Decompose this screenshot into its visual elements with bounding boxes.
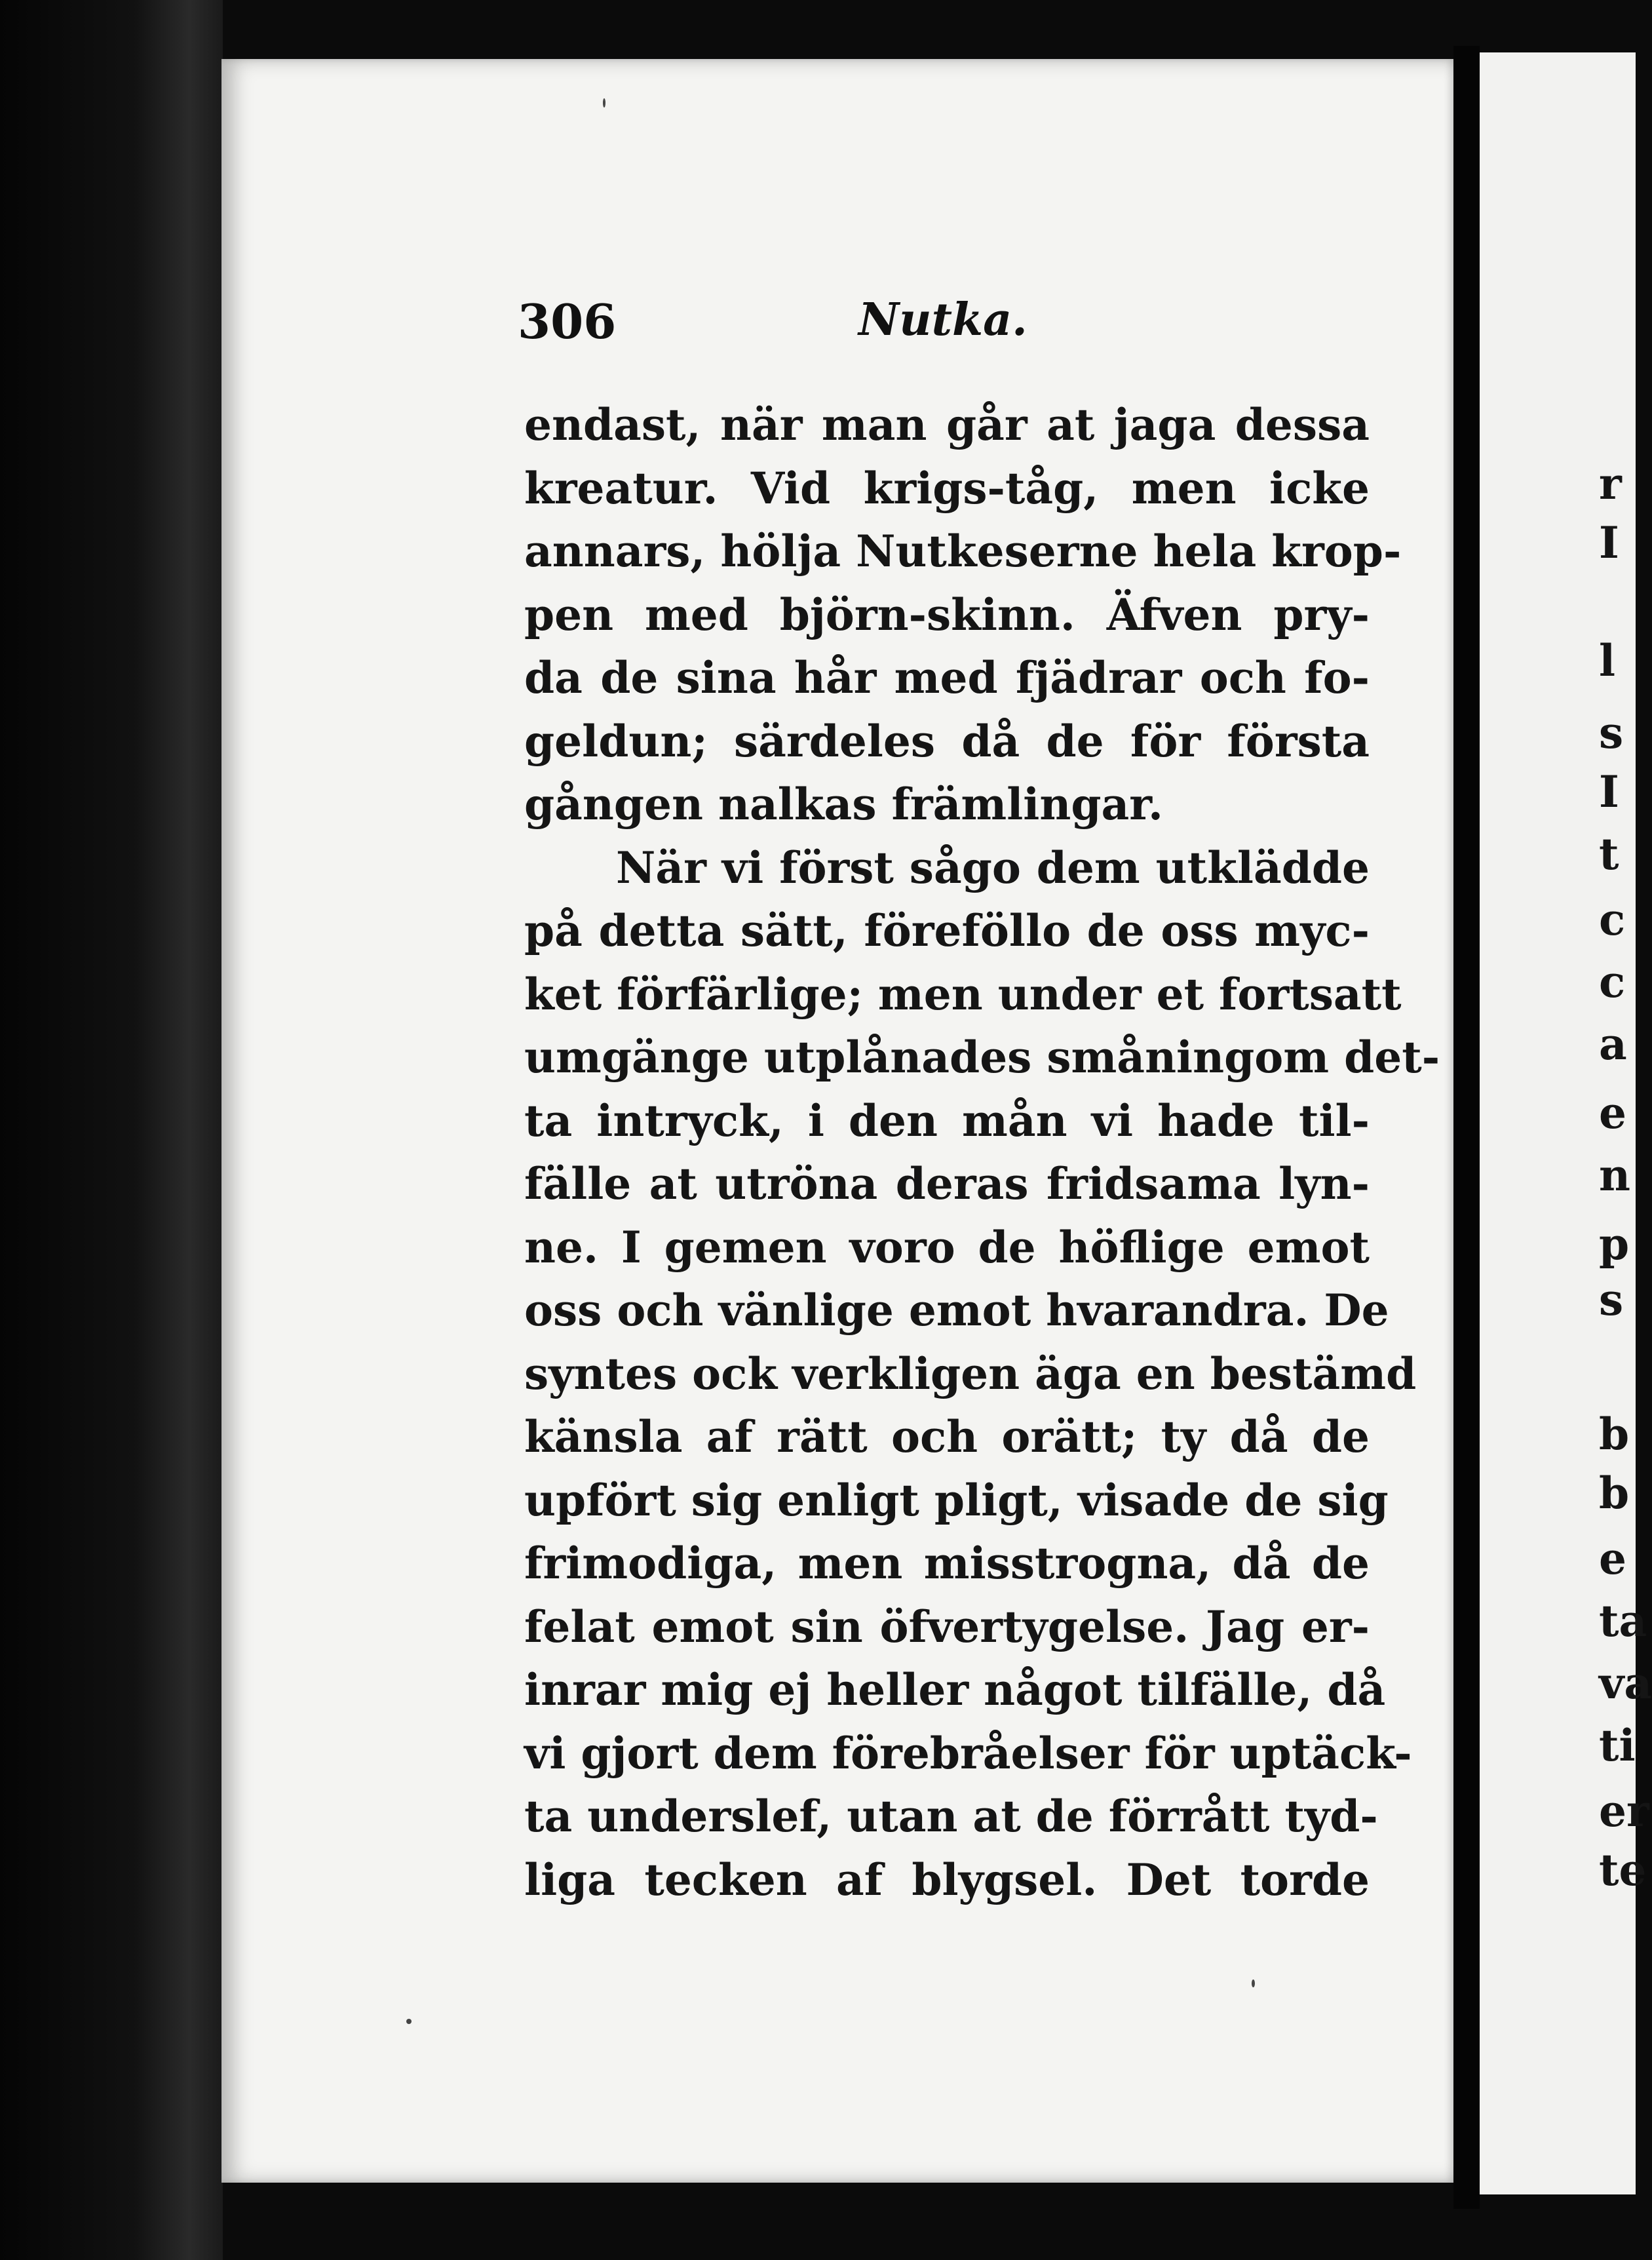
next-page-fragment: t (1599, 828, 1619, 880)
next-page-fragment: I (1599, 766, 1619, 817)
text-line: ta intryck, i den mån vi hade til- (524, 1095, 1370, 1146)
next-page-fragment: n (1599, 1150, 1630, 1201)
next-page-fragment: s (1599, 1274, 1624, 1325)
text-line: När vi först sågo dem utklädde (616, 842, 1370, 893)
next-page-fragment: e (1599, 1087, 1626, 1139)
text-line: gången nalkas främlingar. (524, 779, 1163, 830)
next-page-fragment: a (1599, 1019, 1627, 1070)
running-head (518, 294, 1370, 366)
text-line: kreatur. Vid krigs-tåg, men icke (524, 462, 1370, 514)
text-line: upfört sig enligt pligt, visade de sig (524, 1474, 1389, 1526)
text-line: vi gjort dem förebråelser för uptäck- (524, 1727, 1412, 1779)
paper-speck (603, 98, 605, 107)
text-line: ta underslef, utan at de förrått tyd- (524, 1791, 1378, 1842)
next-page-fragment: va (1599, 1658, 1652, 1709)
text-line: ne. I gemen voro de höflige emot (524, 1221, 1370, 1273)
body-text (524, 393, 1440, 1911)
next-page-fragment: s (1599, 707, 1624, 758)
paper-speck (406, 2019, 412, 2024)
running-title: Nutka. (858, 294, 1028, 346)
next-page-fragment: te (1599, 1844, 1647, 1896)
page-number: 306 (518, 294, 617, 349)
text-line: annars, hölja Nutkeserne hela krop- (524, 526, 1402, 577)
next-page-fragment: ti (1599, 1720, 1636, 1771)
text-line: känsla af rätt och orätt; ty då de (524, 1411, 1370, 1462)
text-line: felat emot sin öfvertygelse. Jag er- (524, 1601, 1370, 1652)
next-page-fragment: c (1599, 894, 1626, 945)
next-page-fragment: b (1599, 1409, 1630, 1460)
text-line: liga tecken af blygsel. Det torde (524, 1854, 1370, 1905)
next-page-fragment: r (1599, 458, 1622, 509)
next-page-fragment: c (1599, 956, 1626, 1007)
text-line: pen med björn-skinn. Äfven pry- (524, 589, 1370, 640)
next-page-fragment: ta (1599, 1595, 1647, 1646)
text-line: inrar mig ej heller något tilfälle, då (524, 1664, 1386, 1715)
text-line: endast, när man går at jaga dessa (524, 399, 1370, 450)
next-page-fragment: p (1599, 1218, 1630, 1270)
text-line: da de sina hår med fjädrar och fo- (524, 652, 1370, 703)
text-line: geldun; särdeles då de för första (524, 715, 1370, 767)
text-line: fälle at utröna deras fridsama lyn- (524, 1158, 1370, 1209)
text-line: på detta sätt, föreföllo de oss myc- (524, 905, 1370, 956)
text-line: oss och vänlige emot hvarandra. De (524, 1285, 1389, 1336)
text-line: frimodiga, men misstrogna, då de (524, 1538, 1370, 1589)
next-page-fragment: b (1599, 1468, 1630, 1519)
next-page-fragment: er (1599, 1785, 1649, 1837)
next-page-fragment: l (1599, 635, 1616, 686)
next-page-fragment: e (1599, 1533, 1626, 1584)
next-page-fragment: I (1599, 517, 1619, 568)
text-line: umgänge utplånades småningom det- (524, 1032, 1440, 1083)
page-gutter (1453, 46, 1480, 2209)
book-binding-shadow (0, 0, 223, 2260)
text-line: syntes ock verkligen äga en bestämd (524, 1348, 1417, 1399)
paper-speck (1252, 1979, 1255, 1987)
text-line: ket förfärlige; men under et fortsatt (524, 968, 1402, 1020)
